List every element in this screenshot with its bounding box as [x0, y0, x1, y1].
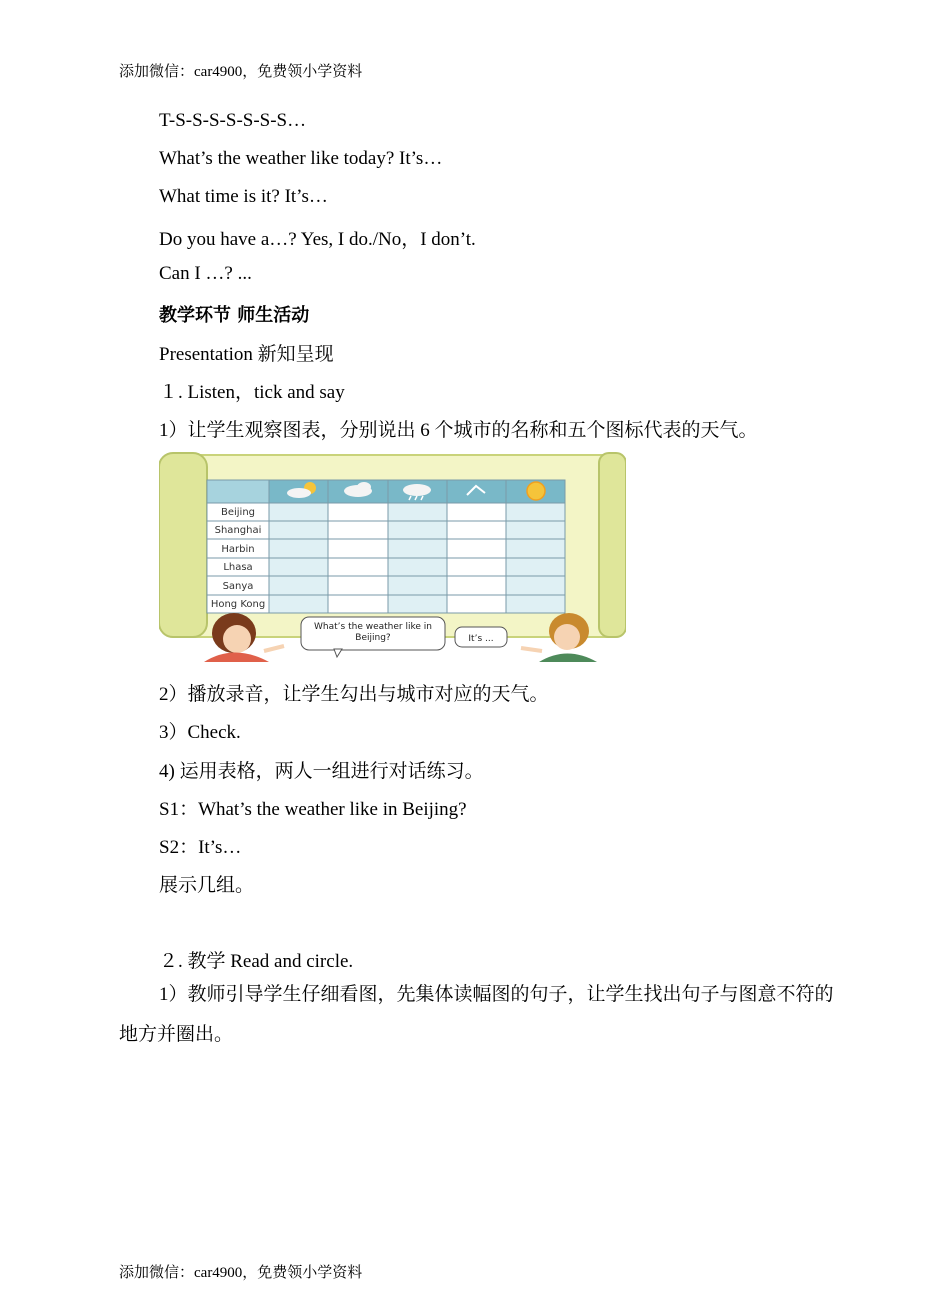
section-heading: 教学环节 师生活动	[159, 305, 310, 326]
text-line-s1: S1：What’s the weather like in Beijing?	[159, 799, 467, 820]
weather-table-illustration	[159, 451, 626, 662]
city-label: Hong Kong	[210, 599, 266, 610]
text-line-listen: １. Listen，tick and say	[159, 382, 345, 403]
text-line-4: Do you have a…? Yes, I do./No，I don’t.	[159, 229, 476, 250]
text-line-presentation: Presentation 新知呈现	[159, 344, 334, 365]
text-line-show-groups: 展示几组。	[159, 875, 255, 896]
section2-paragraph: 1）教师引导学生仔细看图，先集体读幅图的句子，让学生找出句子与图意不符的地方并圈出。	[119, 984, 834, 1045]
text-line-5: Can I …? ...	[159, 263, 252, 284]
city-label: Shanghai	[214, 525, 262, 536]
text-line-step2: 2）播放录音，让学生勾出与城市对应的天气。	[159, 684, 549, 705]
speech-bubble-right	[455, 627, 507, 647]
city-label: Harbin	[221, 544, 255, 555]
page-footer-watermark: 添加微信：car4900，免费领小学资料	[119, 1265, 363, 1281]
city-label: Lhasa	[223, 562, 253, 573]
text-line-step4: 4) 运用表格，两人一组进行对话练习。	[159, 761, 484, 782]
text-line-1: T-S-S-S-S-S-S-S…	[159, 110, 307, 131]
section2-title: ２. 教学 Read and circle.	[159, 951, 354, 972]
text-line-2: What’s the weather like today? It’s…	[159, 148, 443, 169]
text-line-step1: 1）让学生观察图表，分别说出 6 个城市的名称和五个图标代表的天气。	[159, 420, 758, 441]
city-label: Sanya	[222, 581, 254, 592]
sunny-icon	[527, 482, 545, 500]
page-header-watermark: 添加微信：car4900，免费领小学资料	[119, 64, 363, 80]
text-line-3: What time is it? It’s…	[159, 186, 328, 207]
text-line-step3: 3）Check.	[159, 722, 241, 743]
speech-bubble-left: What’s the weather like in Beijing?	[301, 617, 445, 657]
svg-text:It’s ...: It’s ...	[468, 634, 494, 644]
city-label: Beijing	[220, 507, 256, 518]
text-line-s2: S2：It’s…	[159, 837, 242, 858]
